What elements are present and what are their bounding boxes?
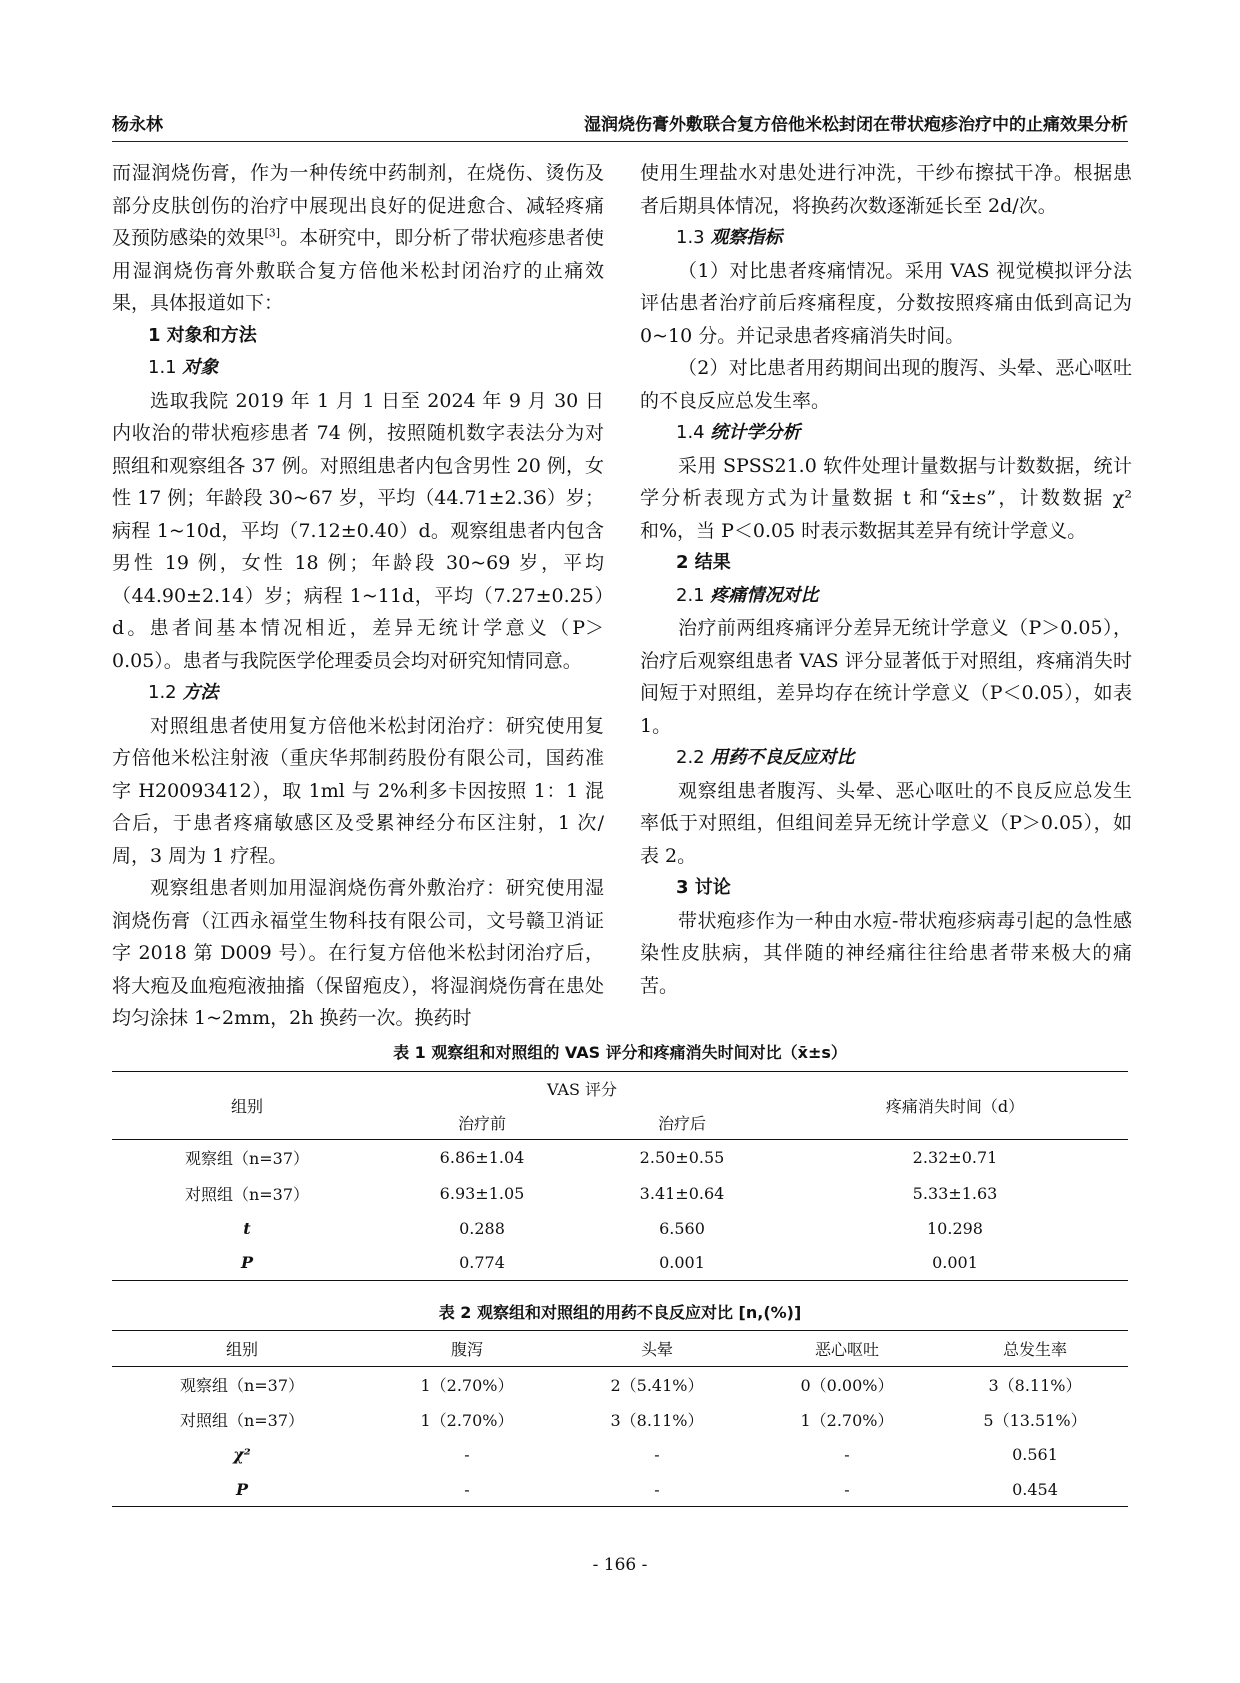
table-cell: 5（13.51%） [983, 1411, 1087, 1430]
subsection-heading-2-2 [640, 742, 1132, 775]
table-cell: - [464, 1445, 470, 1464]
table-2-header: 头晕 [562, 1331, 752, 1367]
table-row [112, 1176, 1128, 1211]
heading-title: 方法 [182, 682, 219, 703]
table-1-header-vas: VAS 评分 [382, 1072, 782, 1106]
table-row [112, 1246, 1128, 1281]
table-cell: 对照组（n=37） [184, 1184, 310, 1204]
table-cell: 3（8.11%） [610, 1411, 704, 1430]
table-cell: 观察组（n=37） [179, 1376, 305, 1396]
table-2 [112, 1330, 1128, 1507]
table-row [112, 1403, 1128, 1437]
table-cell: 1（2.70%） [800, 1411, 894, 1430]
table-cell: 0.001 [582, 1246, 782, 1281]
table-cell: 2.32±0.71 [912, 1148, 998, 1168]
table-cell: P [112, 1246, 382, 1281]
table-cell: 3（8.11%） [988, 1376, 1082, 1396]
table-cell: 0.001 [782, 1246, 1128, 1281]
table-row [112, 1140, 1128, 1176]
table-cell: 观察组（n=37） [184, 1149, 310, 1169]
heading-number: 1.3 [676, 227, 705, 248]
table-2-header: 腹泻 [372, 1331, 562, 1367]
left-column [112, 157, 604, 1035]
heading-title: 观察指标 [710, 227, 783, 248]
right-paragraph-0: 使用生理盐水对患处进行冲洗，干纱布擦拭干净。根据患者后期具体情况，将换药次数逐渐延长至 2d/次。 [640, 162, 1132, 217]
section-heading-3: 3 讨论 [676, 877, 731, 898]
heading-number: 2.1 [676, 584, 705, 606]
header-title: 湿润烧伤膏外敷联合复方倍他米松封闭在带状疱疹治疗中的止痛效果分析 [584, 115, 1128, 135]
table-cell: 3.41±0.64 [639, 1183, 725, 1203]
citation-ref: [3] [264, 226, 281, 240]
table-2-header: 组别 [112, 1331, 372, 1367]
left-paragraph-2: 对照组患者使用复方倍他米松封闭治疗：研究使用复方倍他米松注射液（重庆华邦制药股份有限公司，国药准字 H20093412），取 1ml 与 2%利多卡因按照 1：1 混合后，于患者疼痛敏感区及受累神经分布区注射，1 次/周，3 周为 1 疗程。 [112, 714, 604, 867]
table-1-caption: 表 1 观察组和对照组的 VAS 评分和疼痛消失时间对比（x̄±s） [393, 1043, 847, 1062]
header-author: 杨永林 [112, 115, 163, 135]
table-cell: 2（5.41%） [610, 1376, 704, 1396]
right-paragraph-2: （2）对比患者用药期间出现的腹泻、头晕、恶心呕吐的不良反应总发生率。 [640, 357, 1132, 412]
right-paragraph-5: 观察组患者腹泻、头晕、恶心呕吐的不良反应总发生率低于对照组，但组间差异无统计学意义（P＞0.05），如表 2。 [640, 779, 1132, 867]
table-1-header-after: 治疗后 [582, 1106, 782, 1140]
section-heading-1: 1 对象和方法 [148, 324, 257, 346]
table-2-header: 恶心呕吐 [752, 1331, 942, 1367]
table-cell: 0.454 [942, 1473, 1128, 1507]
left-paragraph-0-text: 而湿润烧伤膏，作为一种传统中药制剂，在烧伤、烫伤及部分皮肤创伤的治疗中展现出良好的促进愈合、减轻疼痛及预防感染的效果 [112, 162, 604, 249]
heading-title: 疼痛情况对比 [710, 584, 819, 606]
table-row [112, 1437, 1128, 1473]
table-cell: - [654, 1445, 660, 1464]
heading-number: 1.4 [676, 422, 705, 443]
table-cell: 0（0.00%） [800, 1376, 894, 1396]
table-cell: - [752, 1473, 942, 1507]
right-paragraph-1: （1）对比患者疼痛情况。采用 VAS 视觉模拟评分法评估患者治疗前后疼痛程度，分数按照疼痛由低到高记为 0~10 分。并记录患者疼痛消失时间。 [640, 259, 1132, 347]
table-cell: 对照组（n=37） [179, 1411, 305, 1430]
right-paragraph-4: 治疗前两组疼痛评分差异无统计学意义（P＞0.05），治疗后观察组患者 VAS 评分显著低于对照组，疼痛消失时间短于对照组，差异均存在统计学意义（P＜0.05），如表 1。 [640, 617, 1132, 737]
left-paragraph-0 [112, 157, 604, 320]
heading-number: 1.1 [148, 357, 177, 378]
right-column [640, 157, 1132, 1002]
table-cell: - [844, 1445, 850, 1464]
table-cell: - [562, 1473, 752, 1507]
section-heading-2: 2 结果 [676, 552, 731, 573]
subsection-heading-2-1 [640, 580, 1132, 613]
heading-number: 2.2 [676, 747, 705, 768]
table-row [112, 1473, 1128, 1507]
table-cell: 1（2.70%） [420, 1411, 514, 1430]
table-cell: 10.298 [927, 1218, 983, 1238]
table-cell: 2.50±0.55 [639, 1148, 725, 1168]
table-cell: - [372, 1473, 562, 1507]
left-paragraph-0-tail: 。本研究中，即分析了带状疱疹患者使用湿润烧伤膏外敷联合复方倍他米松封闭治疗的止痛效果，具体报道如下： [112, 227, 604, 314]
table-cell: t [243, 1218, 251, 1238]
table-cell: 0.288 [459, 1218, 505, 1238]
table-cell: 0.774 [382, 1246, 582, 1281]
table-1 [112, 1071, 1128, 1281]
subsection-heading-1-4 [640, 417, 1132, 450]
table-1-header-before: 治疗前 [382, 1106, 582, 1140]
table-cell: 6.86±1.04 [439, 1148, 525, 1168]
heading-title: 统计学分析 [710, 422, 801, 443]
right-paragraph-6: 带状疱疹作为一种由水痘-带状疱疹病毒引起的急性感染性皮肤病，其伴随的神经痛往往给患者带来极大的痛苦。 [640, 909, 1132, 997]
page-number: - 166 - [592, 1555, 648, 1575]
table-2-header: 总发生率 [942, 1331, 1128, 1367]
table-1-header-time: 疼痛消失时间（d） [782, 1072, 1128, 1140]
table-row [112, 1211, 1128, 1246]
subsection-heading-1-1 [112, 352, 604, 385]
running-header [112, 108, 1128, 142]
table-cell: 0.561 [1012, 1445, 1058, 1464]
table-1-header-group: 组别 [112, 1072, 382, 1140]
subsection-heading-1-3 [640, 222, 1132, 255]
right-paragraph-3: 采用 SPSS21.0 软件处理计量数据与计数数据，统计学分析表现方式为计量数据 t 和“x̄±s”，计数数据 χ² 和%，当 P＜0.05 时表示数据其差异有统计学意义。 [640, 454, 1132, 542]
table-cell: 6.93±1.05 [439, 1183, 525, 1203]
heading-number: 1.2 [148, 682, 177, 703]
heading-title: 用药不良反应对比 [710, 747, 855, 768]
table-cell: 5.33±1.63 [912, 1183, 998, 1203]
left-paragraph-3: 观察组患者则加用湿润烧伤膏外敷治疗：研究使用湿润烧伤膏（江西永福堂生物科技有限公司，文号赣卫消证字 2018 第 D009 号）。在行复方倍他米松封闭治疗后，将大疱及血疱疱液抽搐（保留疱皮），将湿润烧伤膏在患处均匀涂抹 1~2mm，2h 换药一次。换药时 [112, 877, 604, 1029]
subsection-heading-1-2 [112, 677, 604, 710]
table-row [112, 1367, 1128, 1403]
table-cell: P [112, 1473, 372, 1507]
table-cell: 1（2.70%） [420, 1376, 514, 1396]
left-paragraph-1: 选取我院 2019 年 1 月 1 日至 2024 年 9 月 30 日内收治的带状疱疹患者 74 例，按照随机数字表法分为对照组和观察组各 37 例。对照组患者内包含男性 20 例，女性 17 例；年龄段 30~67 岁，平均（44.71±2.36）岁；病程 1~10d，平均（7.12±0.40）d。观察组患者内包含男性 19 例，女性 18 例；年龄段 30~69 岁，平均（44.90±2.14）岁；病程 1~11d，平均（7.27±0.25）d。患者间基本情况相近，差异无统计学意义（P＞0.05）。患者与我院医学伦理委员会均对研究知情同意。 [112, 389, 604, 672]
table-cell: χ² [233, 1445, 251, 1464]
heading-title: 对象 [182, 357, 219, 378]
table-2-caption: 表 2 观察组和对照组的用药不良反应对比 [n,(%)] [438, 1303, 802, 1322]
table-cell: 6.560 [659, 1218, 705, 1238]
